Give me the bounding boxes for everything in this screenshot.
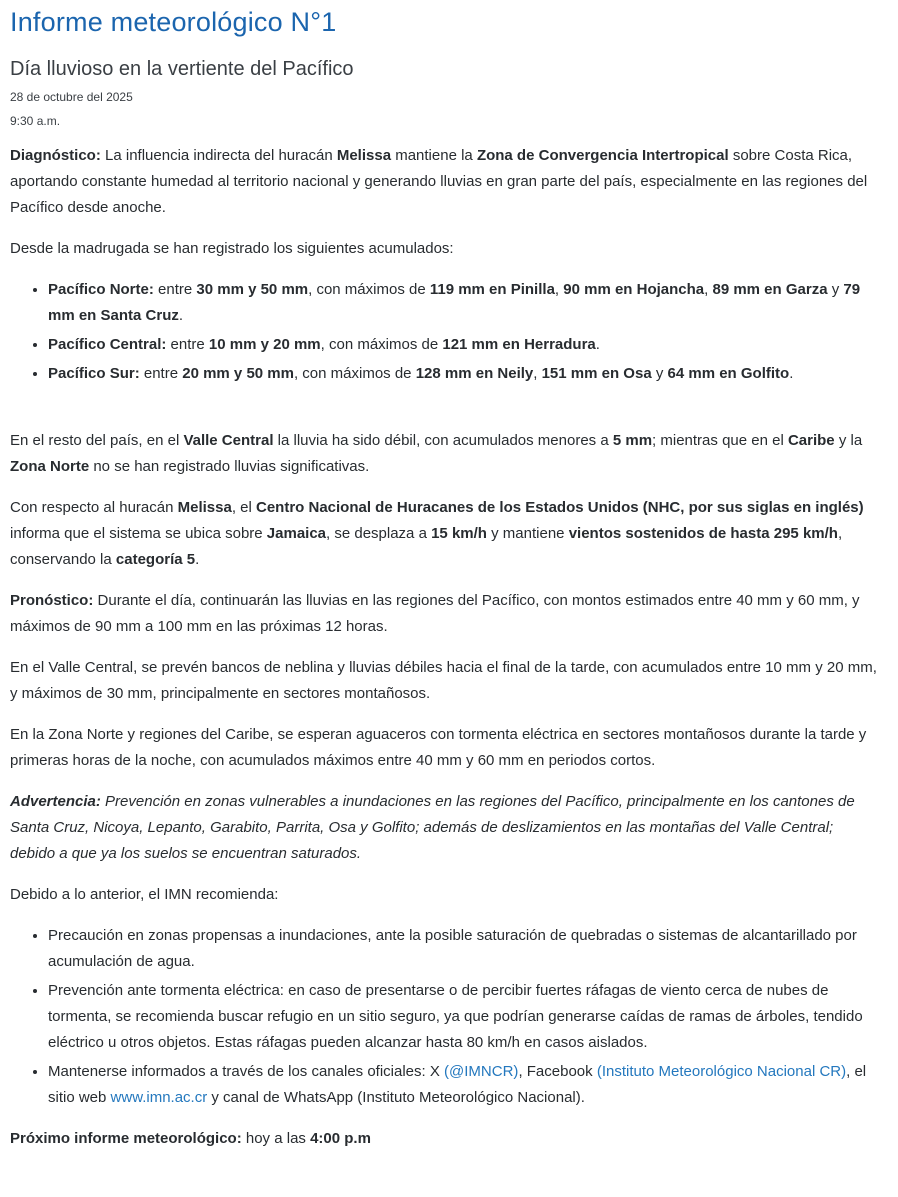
report-title: Informe meteorológico N°1	[10, 7, 337, 37]
text-run: 20 mm y 50 mm	[182, 364, 294, 382]
paragraph	[10, 789, 878, 867]
text-run: 5 mm	[612, 431, 653, 449]
paragraph	[10, 722, 878, 774]
text-run: y la	[834, 431, 863, 449]
list-item	[48, 277, 878, 329]
text-run: y canal de WhatsApp (Instituto Meteorológico Nacional).	[207, 1088, 585, 1106]
text-run: Zona de Convergencia Intertropical	[476, 146, 729, 164]
text-run: Pacífico Central:	[48, 335, 167, 353]
text-run: hoy a las	[241, 1129, 311, 1147]
bullet-list	[10, 277, 878, 387]
report-date: 28 de octubre del 2025	[10, 89, 133, 104]
text-run: Con respecto al huracán	[10, 498, 178, 516]
text-run: Zona Norte	[10, 457, 90, 475]
text-run: 121 mm en Herradura	[442, 335, 596, 353]
text-run: Pacífico Norte:	[48, 280, 154, 298]
report-time: 9:30 a.m.	[10, 113, 61, 128]
text-run: Desde la madrugada se han registrado los siguientes acumulados:	[10, 239, 454, 257]
text-run: En el resto del país, en el	[10, 431, 184, 449]
list-item	[48, 978, 878, 1056]
text-run: entre	[166, 335, 209, 353]
text-run: .	[178, 306, 184, 324]
list-item	[48, 1059, 878, 1111]
paragraph	[10, 588, 878, 640]
inline-link[interactable]: (Instituto Meteorológico Nacional CR)	[596, 1062, 847, 1080]
text-run: 10 mm y 20 mm	[208, 335, 321, 353]
text-run: .	[789, 364, 794, 382]
text-run: 151 mm en Osa	[541, 364, 652, 382]
paragraph	[10, 428, 878, 480]
text-run: sobre Costa Rica, aportando constante humedad al territorio nacional y generando lluvias en gran parte del país, especialmente en las regiones del Pacífico desde anoche.	[10, 146, 868, 216]
text-run: Precaución en zonas propensas a inundaciones, ante la posible saturación de quebradas o sistemas de alcantarillado por acumulación de agua.	[48, 926, 857, 970]
text-run: y mantiene	[486, 524, 569, 542]
text-run: informa que el sistema se ubica sobre	[10, 524, 267, 542]
text-run: Pacífico Sur:	[48, 364, 140, 382]
paragraph	[10, 882, 878, 908]
text-run: En la Zona Norte y regiones del Caribe, se esperan aguaceros con tormenta eléctrica en sectores montañosos durante la tarde y primeras horas de la noche, con acumulados máximos entre 40 mm y 60 mm en periodos cortos.	[10, 725, 867, 769]
vertical-spacer	[10, 402, 878, 428]
report-subtitle: Día lluvioso en la vertiente del Pacífico	[10, 57, 354, 80]
text-run: La influencia indirecta del huracán	[105, 146, 337, 164]
text-run: Caribe	[787, 431, 835, 449]
text-run: Centro Nacional de Huracanes de los Estados Unidos (NHC, por sus siglas en inglés)	[256, 498, 864, 516]
text-run: Advertencia:	[10, 792, 106, 810]
text-run: , se desplaza a	[326, 524, 432, 542]
paragraph	[10, 655, 878, 707]
text-run: Durante el día, continuarán las lluvias en las regiones del Pacífico, con montos estimados entre 40 mm y 60 mm, y máximos de 90 mm a 100 mm en las próximas 12 horas.	[10, 591, 860, 635]
text-run: 90 mm en Hojancha	[563, 280, 705, 298]
paragraph	[10, 1126, 878, 1152]
text-run: 79 mm en Santa Cruz	[48, 280, 861, 324]
list-item	[48, 923, 878, 975]
paragraph	[10, 236, 878, 262]
text-run: Prevención en zonas vulnerables a inundaciones en las regiones del Pacífico, principalmente en los cantones de Santa Cruz, Nicoya, Lepanto, Garabito, Parrita, Osa y Golfito; además de deslizamientos en las montañas del Valle Central; debido a que ya los suelos se encuentran saturados.	[10, 792, 855, 862]
text-run: y	[827, 280, 844, 298]
text-run: Diagnóstico:	[10, 146, 106, 164]
paragraph	[10, 143, 878, 221]
text-run: , con máximos de	[308, 280, 430, 298]
text-run: Prevención ante tormenta eléctrica: en caso de presentarse o de percibir fuertes ráfagas de viento cerca de nubes de tormenta, se recomienda buscar refugio en un sitio seguro, ya que podrían generarse caídas de ramas de árboles, tendido eléctrico u otros objetos. Estas ráfagas pueden alcanzar hasta 80 km/h en casos aislados.	[48, 981, 863, 1051]
text-run: 128 mm en Neily	[415, 364, 534, 382]
text-run: 89 mm en Garza	[712, 280, 828, 298]
text-run: la lluvia ha sido débil, con acumulados menores a	[273, 431, 613, 449]
bullet-list	[10, 923, 878, 1111]
text-run: ; mientras que en el	[652, 431, 788, 449]
text-run: 119 mm en Pinilla	[429, 280, 555, 298]
list-item	[48, 361, 878, 387]
text-run: y	[651, 364, 668, 382]
text-run: , conservando la	[10, 524, 843, 568]
text-run: ,	[533, 364, 542, 382]
text-run: vientos sostenidos de hasta 295 km/h	[568, 524, 838, 542]
text-run: .	[595, 335, 600, 353]
text-run: mantiene la	[391, 146, 477, 164]
text-run: Debido a lo anterior, el IMN recomienda:	[10, 885, 279, 903]
text-run: , con máximos de	[320, 335, 443, 353]
text-run: categoría 5	[115, 550, 196, 568]
text-run: Mantenerse informados a través de los canales oficiales: X	[48, 1062, 445, 1080]
text-run: ,	[554, 280, 564, 298]
inline-link[interactable]: (@IMNCR)	[444, 1062, 519, 1080]
text-run: , el	[231, 498, 256, 516]
inline-link[interactable]: www.imn.ac.cr	[110, 1088, 208, 1106]
text-run: En el Valle Central, se prevén bancos de neblina y lluvias débiles hacia el final de la tarde, con acumulados entre 10 mm y 20 mm, y máximos de 30 mm, principalmente en sectores montañosos.	[10, 658, 877, 702]
text-run: Valle Central	[183, 431, 274, 449]
text-run: Pronóstico:	[10, 591, 98, 609]
text-run: no se han registrado lluvias significativas.	[89, 457, 370, 475]
text-run: entre	[153, 280, 197, 298]
paragraph	[10, 495, 878, 573]
text-run: entre	[139, 364, 183, 382]
text-run: , con máximos de	[293, 364, 416, 382]
text-run: ,	[704, 280, 713, 298]
text-run: 64 mm en Golfito	[667, 364, 790, 382]
text-run: Melissa	[177, 498, 232, 516]
text-run: , Facebook	[518, 1062, 597, 1080]
report-body	[10, 143, 878, 1152]
text-run: , el sitio web	[48, 1062, 867, 1106]
text-run: Jamaica	[266, 524, 327, 542]
text-run: 30 mm y 50 mm	[196, 280, 309, 298]
text-run: Melissa	[336, 146, 392, 164]
text-run: 15 km/h	[431, 524, 487, 542]
list-item	[48, 332, 878, 358]
text-run: .	[195, 550, 200, 568]
text-run: Próximo informe meteorológico:	[10, 1129, 242, 1147]
text-run: 4:00 p.m	[310, 1129, 371, 1147]
